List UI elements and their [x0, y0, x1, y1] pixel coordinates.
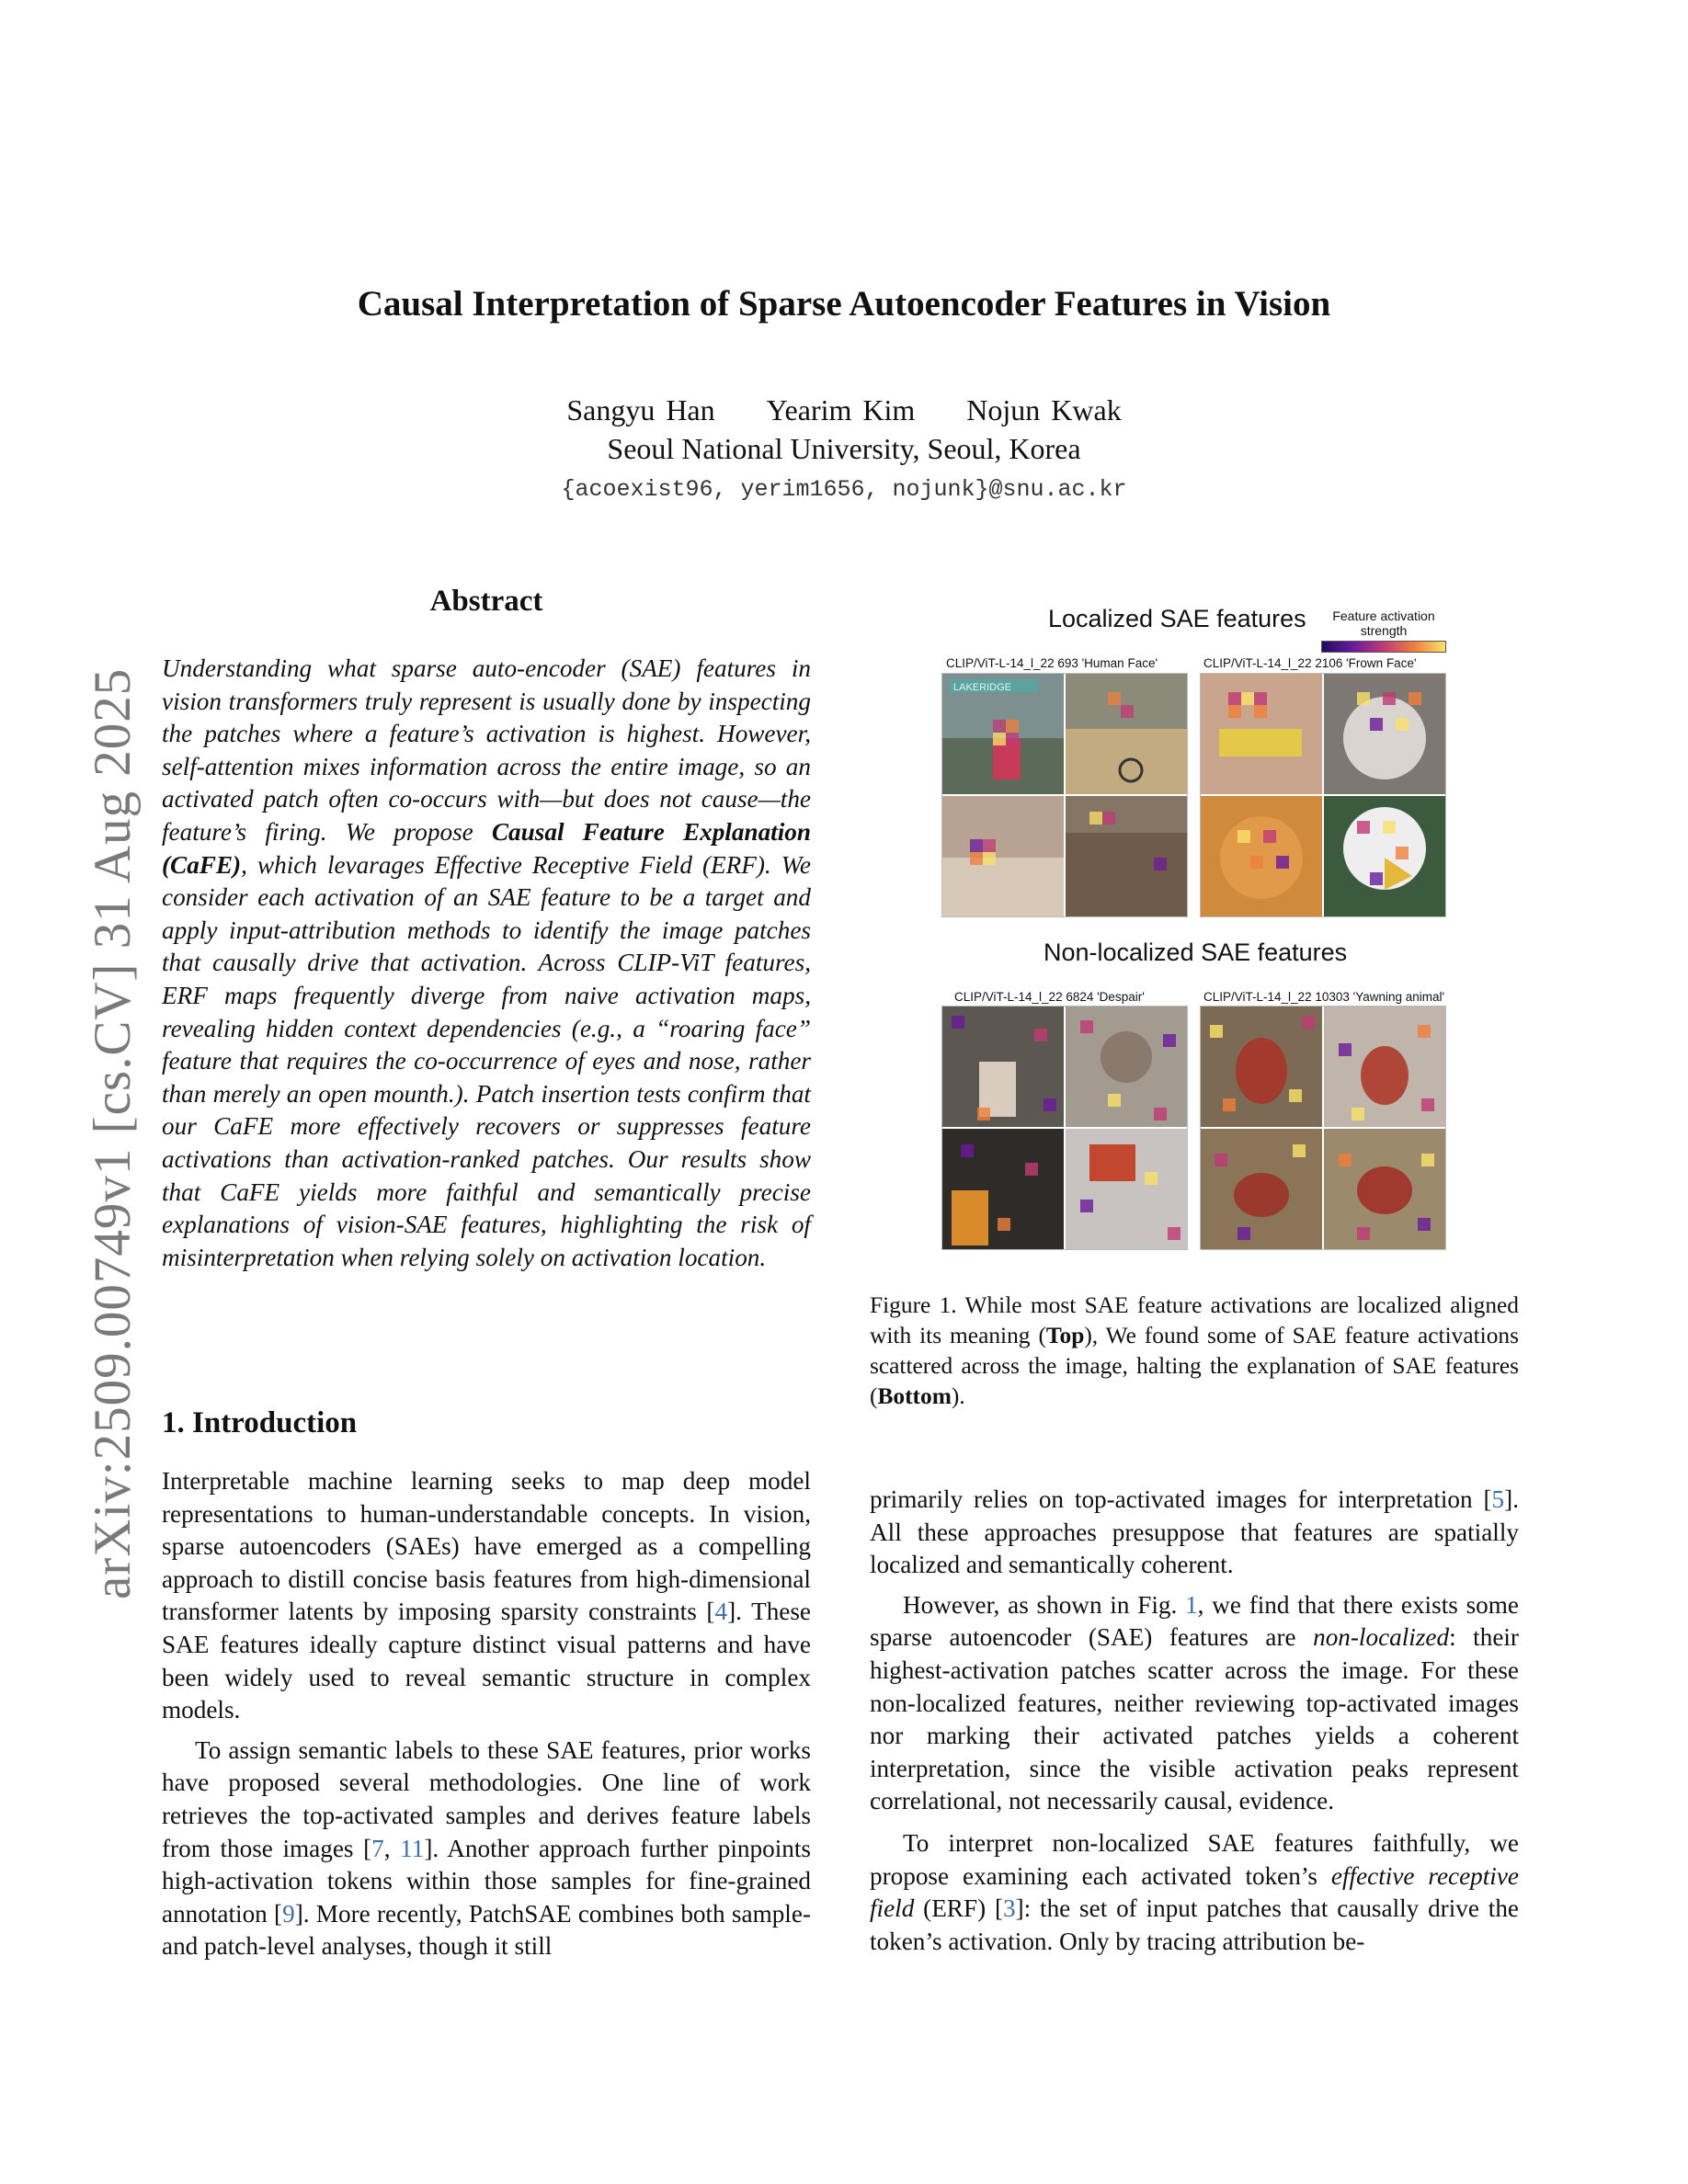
emphasis-text: effective receptive field	[870, 1861, 1519, 1923]
caption-text: ), We found some of SAE feature activations scattered across the image, halting the explanation of SAE features (	[870, 1323, 1520, 1409]
citation-link[interactable]: 11	[400, 1834, 425, 1862]
caption-text: Figure 1. While most SAE feature activations are localized aligned with its meaning (	[870, 1292, 1519, 1348]
image-grid-despair	[941, 1006, 1188, 1250]
figure-heading-localized: Localized SAE features	[1048, 605, 1306, 632]
citation-link[interactable]: 5	[1491, 1485, 1505, 1513]
frown-face-image-grid	[1201, 674, 1445, 916]
paper-title: Causal Interpretation of Sparse Autoencoder Features in Vision	[357, 284, 1331, 324]
citation-link[interactable]: 7	[371, 1834, 384, 1862]
figure-caption	[870, 1291, 1519, 1412]
author-name: Sangyu Han	[566, 393, 715, 427]
citation-link[interactable]: 3	[1003, 1894, 1016, 1923]
paragraph-text: ]. More recently, PatchSAE combines both sample- and patch-level analyses, though it still	[162, 1899, 811, 1961]
figure-link[interactable]: 1	[1185, 1590, 1198, 1619]
introduction-right-column	[870, 1484, 1519, 1958]
image-grid-frown-face	[1200, 673, 1446, 917]
caption-text: ).	[951, 1383, 965, 1409]
author-name: Nojun Kwak	[966, 393, 1122, 427]
legend-title-line: strength	[1360, 623, 1408, 638]
legend-title-line: Feature activation	[1332, 609, 1435, 623]
caption-emphasis: Top	[1045, 1323, 1085, 1348]
panel-label: CLIP/ViT-L-14_l_22 2106 'Frown Face'	[1203, 656, 1417, 670]
affiliation: Seoul National University, Seoul, Korea	[607, 432, 1081, 465]
paragraph	[870, 1589, 1519, 1818]
activation-colorbar	[1321, 641, 1446, 653]
despair-image-grid	[942, 1007, 1187, 1249]
human-face-image-grid	[942, 674, 1187, 916]
paragraph-text: Interpretable machine learning seeks to map deep model representations to human-understandable concepts. In vision, sparse autoencoders (SAEs) have emerged as a compelling approach to distill concise basis features from high-dimensional transformer latents by imposing sparsity constraints [	[162, 1467, 811, 1626]
legend-title	[1310, 609, 1457, 638]
abstract-heading: Abstract	[429, 585, 543, 618]
citation-link[interactable]: 4	[714, 1598, 728, 1626]
panel-label: CLIP/ViT-L-14_l_22 693 'Human Face'	[946, 656, 1158, 670]
author-list	[0, 393, 1688, 427]
paragraph	[870, 1827, 1519, 1958]
paragraph	[870, 1484, 1519, 1582]
paragraph-text: ]: the set of input patches that causally drive the token’s activation. Only by tracing attribution be-	[870, 1894, 1519, 1955]
paragraph-text: ]. These SAE features ideally capture distinct visual patterns and have been widely used to reveal semantic structure in complex models.	[162, 1598, 811, 1724]
image-grid-yawning-animal	[1200, 1006, 1446, 1250]
paragraph-text: To interpret non-localized SAE features faithfully, we propose examining each activated token’s	[870, 1828, 1519, 1890]
abstract-text: Understanding what sparse auto-encoder (SAE) features in vision transformers truly represent is usually done by inspecting the patches where a feature’s activation is highest. However, self-attention mixes information across the entire image, so an activated patch often co-occurs with—but does not cause—the feature’s firing. We propose	[162, 654, 811, 846]
section-heading-introduction: 1. Introduction	[162, 1406, 358, 1439]
paragraph	[162, 1735, 811, 1963]
arxiv-identifier: arXiv:2509.00749v1 [cs.CV] 31 Aug 2025	[84, 667, 142, 1599]
panel-label: CLIP/ViT-L-14_l_22 6824 'Despair'	[954, 990, 1145, 1004]
paragraph-text: ]. Another approach further pinpoints high-activation tokens within those samples for fine-grained annotation [	[162, 1834, 811, 1928]
citation-separator: ,	[383, 1834, 401, 1862]
emphasis-text: non-localized	[1313, 1623, 1450, 1652]
paragraph-text: : their highest-activation patches scatter across the image. For these non-localized features, neither reviewing top-activated images nor marking their activated patches yields a coherent interpretation, since the visible activation peaks represent correlational, not necessarily causal, evidence.	[870, 1623, 1519, 1815]
paragraph-text: To assign semantic labels to these SAE features, prior works have proposed several methodologies. One line of work retrieves the top-activated samples and derives feature labels from those images [	[162, 1735, 811, 1862]
introduction-left-column	[162, 1465, 811, 1963]
yawning-animal-image-grid	[1201, 1007, 1445, 1249]
author-emails: {acoexist96, yerim1656, nojunk}@snu.ac.kr	[561, 476, 1127, 503]
street-sign-text: LAKERIDGE	[953, 682, 1011, 693]
panel-label: CLIP/ViT-L-14_l_22 10303 'Yawning animal'	[1203, 990, 1445, 1004]
citation-link[interactable]: 9	[282, 1899, 295, 1928]
paragraph-text: ]. All these approaches presuppose that features are spatially localized and semantically coherent.	[870, 1485, 1519, 1579]
paragraph-text: However, as shown in Fig.	[903, 1590, 1186, 1619]
paragraph-text: (ERF) [	[914, 1894, 1003, 1923]
abstract-body	[162, 653, 811, 1274]
author-name: Yearim Kim	[766, 393, 916, 427]
paragraph-text: primarily relies on top-activated images for interpretation [	[870, 1485, 1492, 1513]
abstract-text: , which levarages Effective Receptive Field (ERF). We consider each activation of an SAE feature to be a target and apply input-attribution methods to identify the image patches that causally drive that activation. Across CLIP-ViT features, ERF maps frequently diverge from naive activation maps, revealing hidden context dependencies (e.g., a “roaring face” feature that requires the co-occurrence of eyes and nose, rather than merely an open mounth.). Patch insertion tests confirm that our CaFE more effectively recovers or suppresses feature activations than activation-ranked patches. Our results show that CaFE yields more faithful and semantically precise explanations of vision-SAE features, highlighting the risk of misinterpretation when relying solely on activation location.	[162, 850, 811, 1271]
paragraph-text: , we find that there exists some sparse autoencoder (SAE) features are	[870, 1590, 1519, 1652]
method-name: Causal Feature Explanation (CaFE)	[162, 817, 811, 879]
paragraph	[162, 1465, 811, 1727]
caption-emphasis: Bottom	[877, 1383, 952, 1409]
image-grid-human-face	[941, 673, 1188, 917]
figure-heading-nonlocalized: Non-localized SAE features	[1044, 938, 1348, 966]
